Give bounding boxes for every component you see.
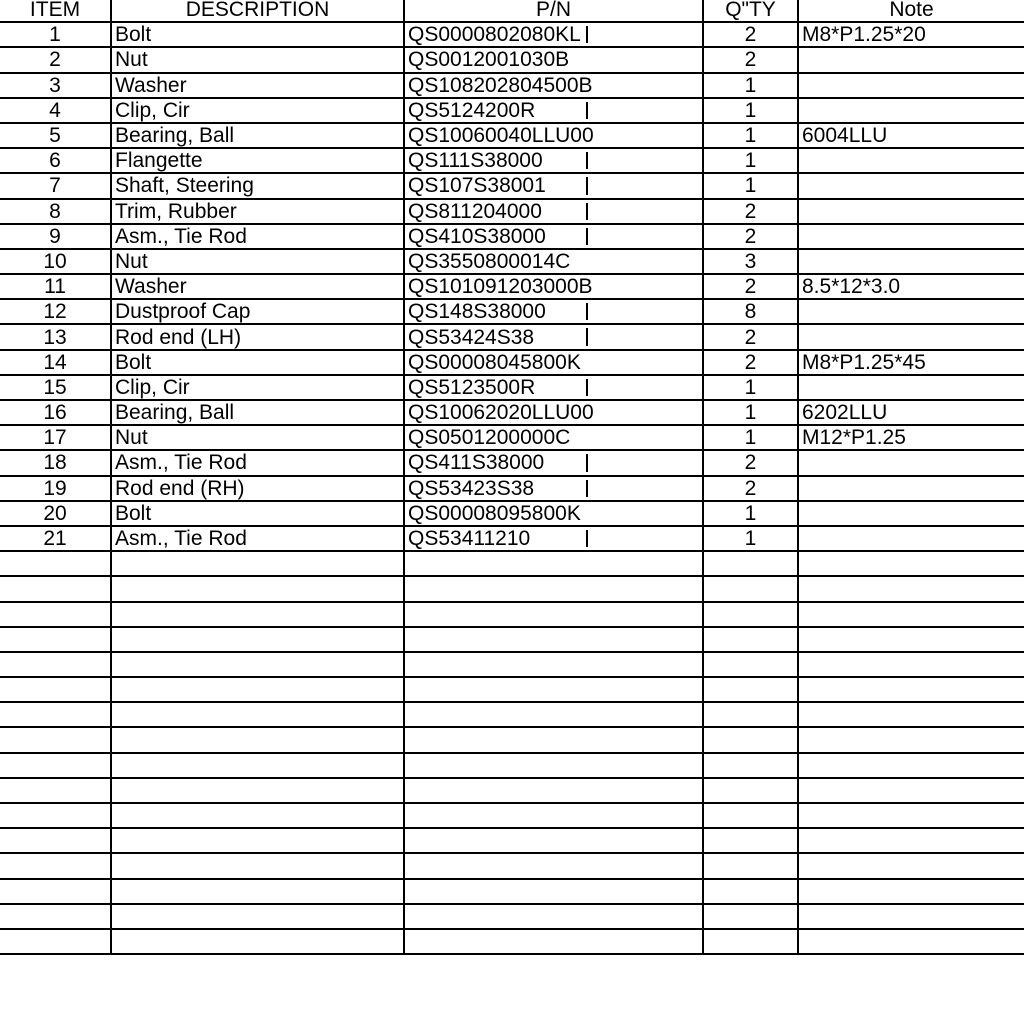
cell-note xyxy=(798,224,1024,249)
cell-pn: QS5123500R xyxy=(404,375,703,400)
cell-qty: 1 xyxy=(703,123,798,148)
cell-qty: 1 xyxy=(703,501,798,526)
cell-qty: 2 xyxy=(703,476,798,501)
empty-row xyxy=(0,677,1024,702)
empty-row xyxy=(0,904,1024,929)
empty-cell xyxy=(404,803,703,828)
empty-cell xyxy=(798,753,1024,778)
cell-description: Nut xyxy=(111,47,404,72)
table-row xyxy=(0,73,1024,98)
cell-pn: QS0012001030B xyxy=(404,47,703,72)
cell-pn: QS108202804500B xyxy=(404,73,703,98)
empty-cell xyxy=(0,803,111,828)
empty-cell xyxy=(404,753,703,778)
cell-note xyxy=(798,299,1024,324)
cell-item: 5 xyxy=(0,123,111,148)
table-body xyxy=(0,22,1024,954)
cell-description: Trim, Rubber xyxy=(111,199,404,224)
empty-cell xyxy=(111,904,404,929)
empty-cell xyxy=(703,753,798,778)
cell-item: 18 xyxy=(0,450,111,475)
empty-cell xyxy=(798,652,1024,677)
cell-item: 7 xyxy=(0,173,111,198)
table-row xyxy=(0,299,1024,324)
empty-cell xyxy=(798,879,1024,904)
cell-description: Nut xyxy=(111,425,404,450)
cell-item: 21 xyxy=(0,526,111,551)
cell-pn: QS0501200000C xyxy=(404,425,703,450)
cell-note xyxy=(798,249,1024,274)
cell-description: Asm., Tie Rod xyxy=(111,450,404,475)
cell-qty: 1 xyxy=(703,73,798,98)
cell-description: Bearing, Ball xyxy=(111,400,404,425)
empty-cell xyxy=(404,828,703,853)
table-header xyxy=(0,0,1024,22)
table-row xyxy=(0,47,1024,72)
table-row xyxy=(0,425,1024,450)
cell-description: Asm., Tie Rod xyxy=(111,224,404,249)
empty-cell xyxy=(111,576,404,601)
cell-qty: 2 xyxy=(703,350,798,375)
cell-pn: QS811204000 xyxy=(404,199,703,224)
empty-cell xyxy=(798,627,1024,652)
cell-item: 8 xyxy=(0,199,111,224)
empty-row xyxy=(0,853,1024,878)
cell-qty: 2 xyxy=(703,450,798,475)
cell-item: 12 xyxy=(0,299,111,324)
cell-note: 6004LLU xyxy=(798,123,1024,148)
cell-description: Rod end (RH) xyxy=(111,476,404,501)
empty-cell xyxy=(0,778,111,803)
cell-note xyxy=(798,476,1024,501)
cell-qty: 2 xyxy=(703,224,798,249)
cell-note xyxy=(798,47,1024,72)
empty-row xyxy=(0,778,1024,803)
cell-pn: QS00008095800K xyxy=(404,501,703,526)
cell-note: 8.5*12*3.0 xyxy=(798,274,1024,299)
table-row xyxy=(0,476,1024,501)
empty-cell xyxy=(404,929,703,954)
empty-cell xyxy=(798,677,1024,702)
empty-cell xyxy=(0,551,111,576)
cell-item: 3 xyxy=(0,73,111,98)
table-row xyxy=(0,199,1024,224)
empty-cell xyxy=(0,929,111,954)
empty-cell xyxy=(0,652,111,677)
empty-cell xyxy=(798,853,1024,878)
cell-item: 6 xyxy=(0,148,111,173)
cell-description: Rod end (LH) xyxy=(111,324,404,349)
table-row xyxy=(0,375,1024,400)
cell-pn: QS53411210 xyxy=(404,526,703,551)
empty-cell xyxy=(0,627,111,652)
cell-description: Bolt xyxy=(111,22,404,47)
empty-row xyxy=(0,929,1024,954)
empty-cell xyxy=(0,602,111,627)
cell-note xyxy=(798,375,1024,400)
cell-pn: QS148S38000 xyxy=(404,299,703,324)
table-row xyxy=(0,450,1024,475)
empty-cell xyxy=(703,677,798,702)
cell-pn: QS0000802080KL xyxy=(404,22,703,47)
table-row xyxy=(0,249,1024,274)
cell-item: 4 xyxy=(0,98,111,123)
empty-row xyxy=(0,702,1024,727)
empty-cell xyxy=(703,551,798,576)
empty-cell xyxy=(798,702,1024,727)
empty-row xyxy=(0,627,1024,652)
cell-description: Nut xyxy=(111,249,404,274)
table-row xyxy=(0,400,1024,425)
table-row xyxy=(0,22,1024,47)
cell-note xyxy=(798,324,1024,349)
cell-qty: 1 xyxy=(703,148,798,173)
cell-item: 17 xyxy=(0,425,111,450)
empty-cell xyxy=(111,627,404,652)
table-row xyxy=(0,274,1024,299)
cell-item: 19 xyxy=(0,476,111,501)
empty-cell xyxy=(0,853,111,878)
table-row xyxy=(0,173,1024,198)
cell-qty: 1 xyxy=(703,400,798,425)
cell-pn: QS00008045800K xyxy=(404,350,703,375)
empty-cell xyxy=(703,904,798,929)
empty-row xyxy=(0,602,1024,627)
empty-cell xyxy=(703,652,798,677)
empty-cell xyxy=(404,576,703,601)
cell-note xyxy=(798,148,1024,173)
empty-row xyxy=(0,727,1024,752)
empty-cell xyxy=(703,627,798,652)
cell-pn: QS53423S38 xyxy=(404,476,703,501)
cell-item: 13 xyxy=(0,324,111,349)
table-row xyxy=(0,501,1024,526)
empty-cell xyxy=(703,853,798,878)
empty-cell xyxy=(798,576,1024,601)
cell-item: 9 xyxy=(0,224,111,249)
cell-description: Bearing, Ball xyxy=(111,123,404,148)
table-row xyxy=(0,123,1024,148)
cell-note xyxy=(798,98,1024,123)
empty-cell xyxy=(111,853,404,878)
empty-cell xyxy=(404,652,703,677)
empty-cell xyxy=(0,879,111,904)
empty-cell xyxy=(0,576,111,601)
cell-qty: 1 xyxy=(703,375,798,400)
cell-pn: QS410S38000 xyxy=(404,224,703,249)
empty-cell xyxy=(703,803,798,828)
empty-cell xyxy=(798,727,1024,752)
cell-item: 15 xyxy=(0,375,111,400)
cell-item: 16 xyxy=(0,400,111,425)
cell-note xyxy=(798,450,1024,475)
empty-row xyxy=(0,551,1024,576)
empty-cell xyxy=(111,551,404,576)
cell-qty: 2 xyxy=(703,22,798,47)
cell-qty: 8 xyxy=(703,299,798,324)
empty-cell xyxy=(703,702,798,727)
cell-description: Asm., Tie Rod xyxy=(111,526,404,551)
cell-note: M8*P1.25*45 xyxy=(798,350,1024,375)
empty-cell xyxy=(111,677,404,702)
empty-row xyxy=(0,803,1024,828)
cell-pn: QS10062020LLU00 xyxy=(404,400,703,425)
empty-cell xyxy=(703,576,798,601)
table-row xyxy=(0,526,1024,551)
cell-pn: QS3550800014C xyxy=(404,249,703,274)
empty-cell xyxy=(404,853,703,878)
empty-cell xyxy=(111,652,404,677)
cell-qty: 1 xyxy=(703,98,798,123)
empty-row xyxy=(0,753,1024,778)
empty-cell xyxy=(798,803,1024,828)
cell-qty: 2 xyxy=(703,47,798,72)
cell-item: 2 xyxy=(0,47,111,72)
cell-item: 14 xyxy=(0,350,111,375)
cell-qty: 1 xyxy=(703,173,798,198)
cell-item: 11 xyxy=(0,274,111,299)
empty-row xyxy=(0,879,1024,904)
cell-description: Bolt xyxy=(111,350,404,375)
cell-pn: QS111S38000 xyxy=(404,148,703,173)
empty-cell xyxy=(111,602,404,627)
empty-row xyxy=(0,828,1024,853)
cell-qty: 2 xyxy=(703,324,798,349)
empty-cell xyxy=(798,778,1024,803)
empty-cell xyxy=(404,551,703,576)
empty-cell xyxy=(404,602,703,627)
empty-cell xyxy=(0,753,111,778)
empty-cell xyxy=(111,929,404,954)
header-item: ITEM xyxy=(0,0,111,22)
cell-note: M12*P1.25 xyxy=(798,425,1024,450)
empty-cell xyxy=(703,602,798,627)
cell-description: Bolt xyxy=(111,501,404,526)
empty-cell xyxy=(798,828,1024,853)
header-row xyxy=(0,0,1024,22)
empty-cell xyxy=(111,753,404,778)
cell-note xyxy=(798,501,1024,526)
table-row xyxy=(0,98,1024,123)
empty-cell xyxy=(404,778,703,803)
header-description: DESCRIPTION xyxy=(111,0,404,22)
empty-cell xyxy=(0,904,111,929)
empty-cell xyxy=(111,803,404,828)
table-row xyxy=(0,350,1024,375)
cell-qty: 1 xyxy=(703,425,798,450)
cell-qty: 1 xyxy=(703,526,798,551)
cell-qty: 2 xyxy=(703,274,798,299)
empty-cell xyxy=(404,904,703,929)
empty-cell xyxy=(0,702,111,727)
cell-description: Washer xyxy=(111,73,404,98)
empty-row xyxy=(0,652,1024,677)
cell-description: Clip, Cir xyxy=(111,98,404,123)
empty-cell xyxy=(404,879,703,904)
cell-pn: QS53424S38 xyxy=(404,324,703,349)
empty-cell xyxy=(703,828,798,853)
cell-description: Clip, Cir xyxy=(111,375,404,400)
empty-cell xyxy=(798,904,1024,929)
cell-note xyxy=(798,173,1024,198)
empty-cell xyxy=(703,727,798,752)
empty-cell xyxy=(111,778,404,803)
cell-pn: QS5124200R xyxy=(404,98,703,123)
cell-description: Shaft, Steering xyxy=(111,173,404,198)
cell-qty: 2 xyxy=(703,199,798,224)
cell-note xyxy=(798,73,1024,98)
cell-description: Flangette xyxy=(111,148,404,173)
empty-cell xyxy=(404,627,703,652)
cell-pn: QS101091203000B xyxy=(404,274,703,299)
cell-note: 6202LLU xyxy=(798,400,1024,425)
cell-pn: QS10060040LLU00 xyxy=(404,123,703,148)
table-row xyxy=(0,148,1024,173)
table-row xyxy=(0,224,1024,249)
cell-note xyxy=(798,199,1024,224)
empty-cell xyxy=(798,602,1024,627)
empty-cell xyxy=(404,677,703,702)
empty-row xyxy=(0,576,1024,601)
empty-cell xyxy=(703,879,798,904)
cell-qty: 3 xyxy=(703,249,798,274)
cell-note xyxy=(798,526,1024,551)
header-qty: Q"TY xyxy=(703,0,798,22)
empty-cell xyxy=(111,702,404,727)
cell-pn: QS107S38001 xyxy=(404,173,703,198)
empty-cell xyxy=(111,828,404,853)
header-pn: P/N xyxy=(404,0,703,22)
cell-note: M8*P1.25*20 xyxy=(798,22,1024,47)
empty-cell xyxy=(0,727,111,752)
header-note: Note xyxy=(798,0,1024,22)
cell-description: Washer xyxy=(111,274,404,299)
cell-item: 10 xyxy=(0,249,111,274)
empty-cell xyxy=(703,778,798,803)
empty-cell xyxy=(111,727,404,752)
empty-cell xyxy=(404,727,703,752)
empty-cell xyxy=(0,677,111,702)
empty-cell xyxy=(0,828,111,853)
cell-pn: QS411S38000 xyxy=(404,450,703,475)
empty-cell xyxy=(404,702,703,727)
cell-description: Dustproof Cap xyxy=(111,299,404,324)
empty-cell xyxy=(703,929,798,954)
empty-cell xyxy=(798,929,1024,954)
table-row xyxy=(0,324,1024,349)
cell-item: 20 xyxy=(0,501,111,526)
empty-cell xyxy=(798,551,1024,576)
cell-item: 1 xyxy=(0,22,111,47)
empty-cell xyxy=(111,879,404,904)
